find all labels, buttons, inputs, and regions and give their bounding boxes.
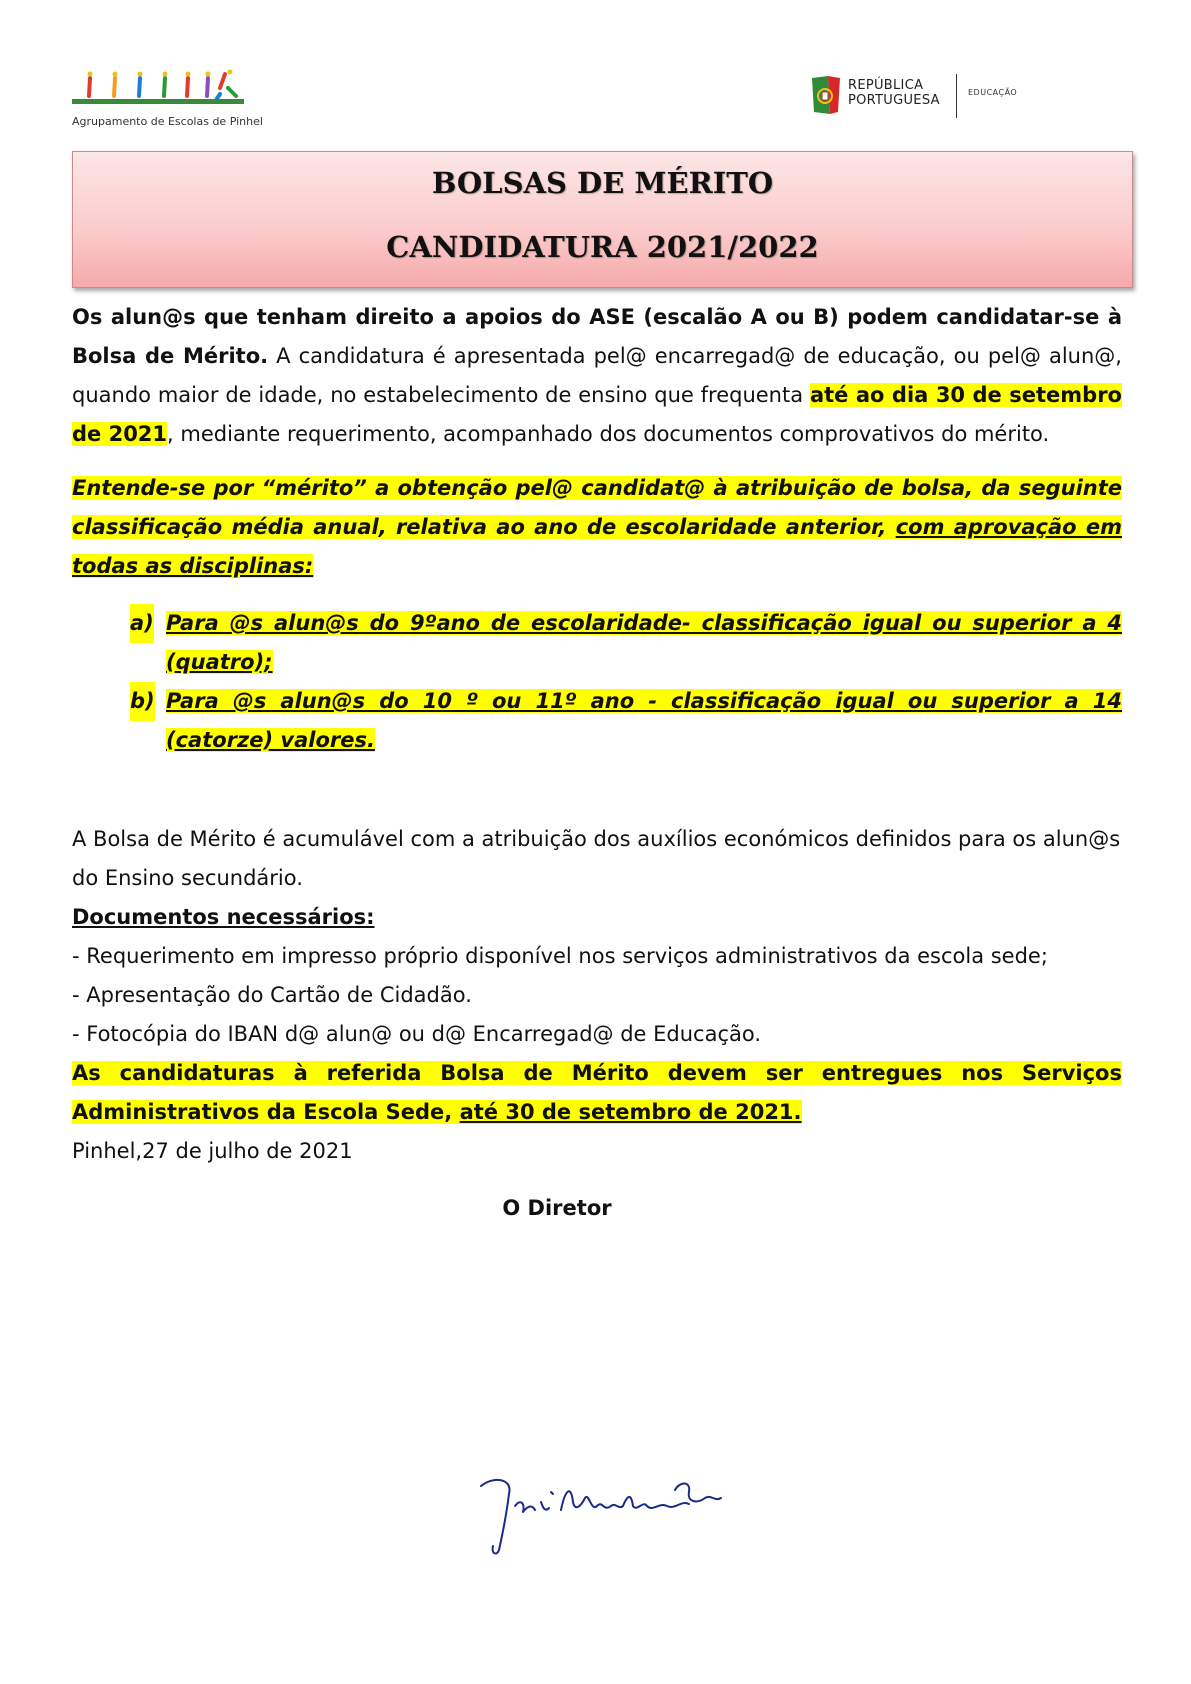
documents-item: - Apresentação do Cartão de Cidadão. bbox=[72, 983, 472, 1007]
intro-lead: Os alun@s que tenham direito a apoios do ASE (escalão A ou B) podem candidatar-se à Bolsa de Mérito. bbox=[72, 305, 1122, 368]
gov-logo-line1: REPÚBLICA bbox=[848, 78, 924, 93]
signatory-title: O Diretor bbox=[502, 1196, 612, 1220]
closing-paragraph bbox=[72, 1054, 1122, 1132]
merit-definition-underlined: com aprovação em todas as disciplinas: bbox=[72, 515, 1122, 578]
intro-text: A candidatura é apresentada pel@ encarregad@ de educação, ou pel@ alun@, quando maior de idade, no estabelecimento de ensino que frequenta bbox=[72, 344, 1122, 407]
intro-deadline: até ao dia 30 de setembro de 2021 bbox=[72, 383, 1122, 446]
list-item bbox=[130, 682, 1122, 760]
government-logo-text bbox=[848, 78, 940, 108]
place-date: Pinhel,27 de julho de 2021 bbox=[72, 1139, 353, 1163]
director-signature bbox=[463, 1462, 733, 1562]
merit-definition bbox=[72, 469, 1122, 586]
documents-item: - Fotocópia do IBAN d@ alun@ ou d@ Encarregad@ de Educação. bbox=[72, 1022, 762, 1046]
portugal-flag-icon bbox=[808, 74, 842, 116]
logo-divider bbox=[956, 74, 957, 118]
intro-text-end: , mediante requerimento, acompanhado dos documentos comprovativos do mérito. bbox=[167, 422, 1050, 446]
list-marker: b) bbox=[130, 682, 155, 721]
page-header bbox=[0, 0, 1191, 140]
cumulative-paragraph: A Bolsa de Mérito é acumulável com a atribuição dos auxílios económicos definidos para os alun@s do Ensino secundário. bbox=[72, 827, 1121, 890]
banner-title: BOLSAS DE MÉRITO bbox=[431, 166, 774, 200]
school-logo bbox=[70, 66, 270, 136]
list-marker: a) bbox=[130, 604, 154, 643]
closing-date: até 30 de setembro de 2021. bbox=[459, 1100, 802, 1124]
government-logo bbox=[808, 72, 1018, 122]
school-logo-caption: Agrupamento de Escolas de Pinhel bbox=[72, 115, 263, 128]
gov-logo-line2: PORTUGUESA bbox=[848, 93, 940, 108]
closing-text: As candidaturas à referida Bolsa de Mérito devem ser entregues nos Serviços Administrativos da Escola Sede, bbox=[72, 1061, 1122, 1124]
merit-criteria-list bbox=[72, 604, 1122, 760]
handwritten-signature bbox=[463, 1462, 733, 1562]
documents-heading: Documentos necessários: bbox=[72, 905, 375, 929]
title-banner bbox=[72, 151, 1133, 288]
list-item bbox=[130, 604, 1122, 682]
list-item-text: Para @s alun@s do 9ºano de escolaridade- classificação igual ou superior a 4 (quatro); bbox=[166, 611, 1122, 674]
list-item-text: Para @s alun@s do 10 º ou 11º ano - classificação igual ou superior a 14 (catorze) valores. bbox=[166, 689, 1122, 752]
gov-logo-dept: EDUCAÇÃO bbox=[968, 88, 1018, 97]
merit-definition-text: Entende-se por “mérito” a obtenção pel@ candidat@ à atribuição de bolsa, da seguinte classificação média anual, relativa ao ano de escolaridade anterior, bbox=[72, 476, 1122, 539]
documents-item: - Requerimento em impresso próprio disponível nos serviços administrativos da escola sede; bbox=[72, 944, 1048, 968]
banner-subtitle: CANDIDATURA 2021/2022 bbox=[386, 230, 819, 264]
document-body bbox=[72, 298, 1122, 1228]
intro-paragraph bbox=[72, 298, 1122, 454]
school-logo-graphic bbox=[70, 66, 250, 116]
